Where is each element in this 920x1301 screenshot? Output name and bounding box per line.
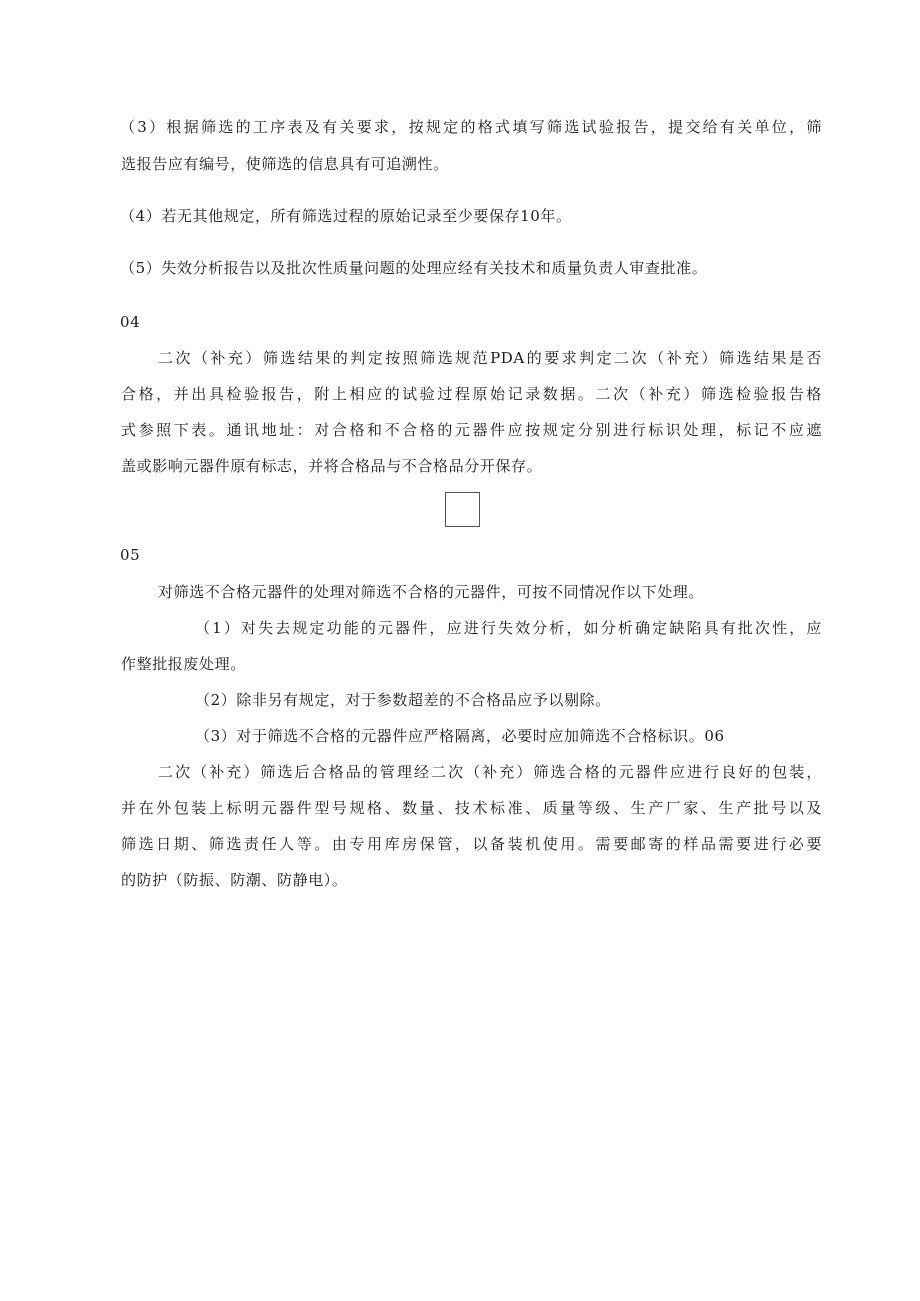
section-06-para-line-1: 二次（补充）筛选后合格品的管理经二次（补充）筛选合格的元器件应进行良好的包装，: [158, 763, 822, 781]
section-number-05: 05: [120, 546, 141, 564]
section-04-para-line-1: 二次（补充）筛选结果的判定按照筛选规范PDA的要求判定二次（补充）筛选结果是否: [158, 349, 822, 367]
item-3-line-2: 选报告应有编号，使筛选的信息具有可追溯性。: [121, 155, 449, 173]
section-number-04: 04: [120, 313, 141, 331]
section-04-para-line-2: 合格，并出具检验报告，附上相应的试验过程原始记录数据。二次（补充）筛选检验报告格: [121, 385, 822, 403]
section-05-intro: 对筛选不合格元器件的处理对筛选不合格的元器件，可按不同情况作以下处理。: [158, 583, 705, 601]
section-05-item-1-line-2: 作整批报废处理。: [121, 655, 246, 673]
item-4: （4）若无其他规定，所有筛选过程的原始记录至少要保存10年。: [120, 207, 572, 225]
section-04-para-line-3: 式参照下表。通讯地址：对合格和不合格的元器件应按规定分别进行标识处理，标记不应遮: [121, 421, 822, 439]
section-06-para-line-2: 并在外包装上标明元器件型号规格、数量、技术标准、质量等级、生产厂家、生产批号以及: [121, 799, 822, 817]
item-5: （5）失效分析报告以及批次性质量问题的处理应经有关技术和质量负责人审查批准。: [120, 259, 708, 277]
section-06-para-line-4: 的防护（防振、防潮、防静电）。: [121, 871, 348, 889]
section-05-item-1-line-1: （1）对失去规定功能的元器件，应进行失效分析，如分析确定缺陷具有批次性，应: [195, 619, 822, 637]
item-3-line-1: （3）根据筛选的工序表及有关要求，按规定的格式填写筛选试验报告，提交给有关单位，筛: [120, 118, 822, 136]
section-05-item-2: （2）除非另有规定，对于参数超差的不合格品应予以剔除。: [195, 691, 611, 709]
section-05-item-3: （3）对于筛选不合格的元器件应严格隔离，必要时应加筛选不合格标识。06: [195, 727, 725, 745]
section-04-para-line-4: 盖或影响元器件原有标志，并将合格品与不合格品分开保存。: [121, 457, 543, 475]
section-06-para-line-3: 筛选日期、筛选责任人等。由专用库房保管，以备装机使用。需要邮寄的样品需要进行必要: [121, 835, 822, 853]
empty-checkbox-placeholder: [445, 492, 480, 527]
